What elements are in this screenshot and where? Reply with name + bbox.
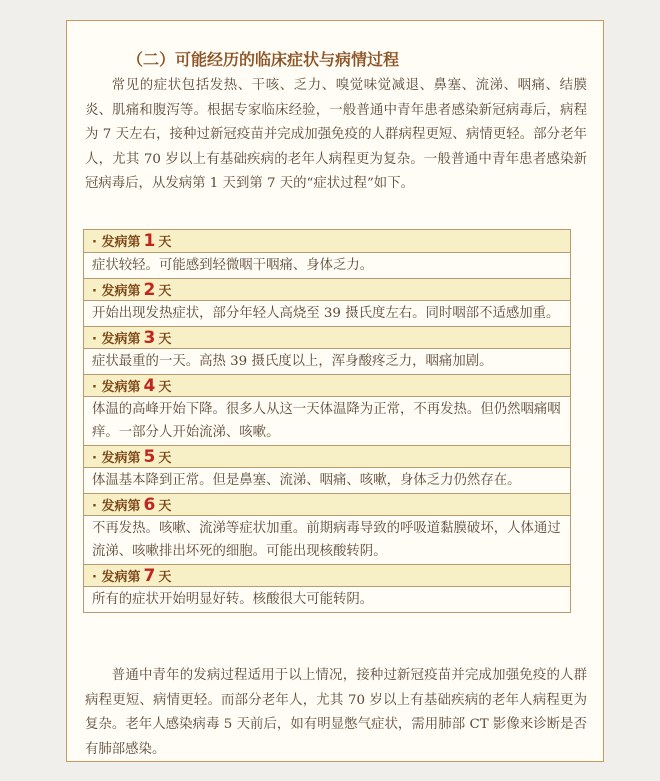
day-header bbox=[84, 493, 570, 515]
day-number: 4 bbox=[143, 376, 156, 396]
day-suffix: 天 bbox=[158, 451, 172, 466]
day-number: 5 bbox=[143, 447, 156, 467]
day-number: 6 bbox=[143, 495, 156, 515]
intro-paragraph: 常见的症状包括发热、干咳、乏力、嗅觉味觉减退、鼻塞、流涕、咽痛、结膜炎、肌痛和腹泻等。根据专家临床经验，一般普通中青年患者感染新冠病毒后，病程为 7 天左右，接种过新冠疫苗并完成加强免疫的人群病程更短、病情更轻。部分老年人，尤其 70 岁以上有基础疾病的老年人病程更为复杂。一般普通中青年患者感染新冠病毒后，从发病第 1 天到第 7 天的“症状过程”如下。 bbox=[85, 78, 587, 191]
day-suffix: 天 bbox=[158, 499, 172, 514]
day-prefix: · 发病第 bbox=[92, 380, 141, 395]
day-header bbox=[84, 326, 570, 348]
day-suffix: 天 bbox=[158, 332, 172, 347]
day-prefix: · 发病第 bbox=[92, 499, 141, 514]
day-number: 7 bbox=[143, 566, 156, 586]
day-header bbox=[84, 230, 570, 252]
day-description: 所有的症状开始明显好转。核酸很大可能转阴。 bbox=[84, 586, 570, 612]
day-prefix: · 发病第 bbox=[92, 284, 141, 299]
day-number: 2 bbox=[143, 280, 156, 300]
section-heading: （二）可能经历的临床症状与病情过程 bbox=[127, 50, 400, 69]
document-page bbox=[66, 20, 604, 762]
day-description: 症状最重的一天。高热 39 摄氏度以上，浑身酸疼乏力，咽痛加剧。 bbox=[84, 348, 570, 374]
day-suffix: 天 bbox=[158, 235, 172, 250]
day-prefix: · 发病第 bbox=[92, 451, 141, 466]
day-suffix: 天 bbox=[158, 380, 172, 395]
day-description: 体温的高峰开始下降。很多人从这一天体温降为正常，不再发热。但仍然咽痛咽痒。一部分人开始流涕、咳嗽。 bbox=[84, 396, 570, 445]
day-prefix: · 发病第 bbox=[92, 235, 141, 250]
day-number: 1 bbox=[143, 231, 156, 251]
day-description: 体温基本降到正常。但是鼻塞、流涕、咽痛、咳嗽，身体乏力仍然存在。 bbox=[84, 467, 570, 493]
day-description: 症状较轻。可能感到轻微咽干咽痛、身体乏力。 bbox=[84, 252, 570, 278]
day-header bbox=[84, 278, 570, 300]
day-header bbox=[84, 564, 570, 586]
day-suffix: 天 bbox=[158, 284, 172, 299]
day-prefix: · 发病第 bbox=[92, 332, 141, 347]
day-number: 3 bbox=[143, 328, 156, 348]
day-description: 不再发热。咳嗽、流涕等症状加重。前期病毒导致的呼吸道黏膜破坏，人体通过流涕、咳嗽排出坏死的细胞。可能出现核酸转阴。 bbox=[84, 515, 570, 564]
day-header bbox=[84, 445, 570, 467]
day-prefix: · 发病第 bbox=[92, 570, 141, 585]
day-suffix: 天 bbox=[158, 570, 172, 585]
symptom-timeline-table bbox=[83, 229, 571, 613]
day-description: 开始出现发热症状，部分年轻人高烧至 39 摄氏度左右。同时咽部不适感加重。 bbox=[84, 300, 570, 326]
closing-paragraph: 普通中青年的发病过程适用于以上情况，接种过新冠疫苗并完成加强免疫的人群病程更短、病情更轻。而部分老年人，尤其 70 岁以上有基础疾病的老年人病程更为复杂。老年人感染病毒 5 天前后，如有明显憋气症状，需用肺部 CT 影像来诊断是否有肺部感染。 bbox=[85, 668, 587, 757]
day-header bbox=[84, 374, 570, 396]
